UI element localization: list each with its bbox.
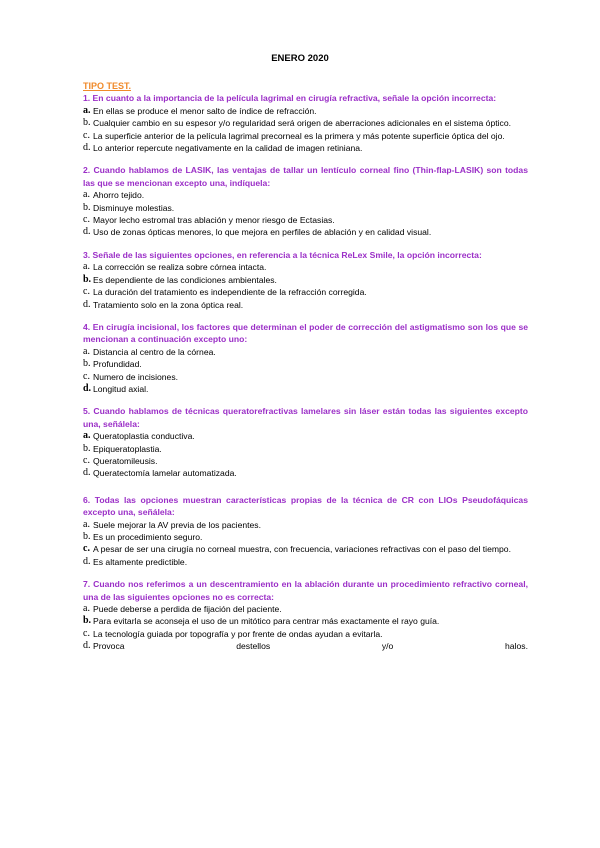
section-label: TIPO TEST. <box>83 81 132 91</box>
option-3b: b. Es dependiente de las condiciones ambientales. <box>83 273 277 285</box>
option-2d: d. Uso de zonas ópticas menores, lo que mejora en perfiles de ablación y en calidad visual. <box>83 226 432 238</box>
option-4d: d. Longitud axial. <box>83 382 149 394</box>
option-5a: a. Queratoplastia conductiva. <box>83 430 195 442</box>
word-destellos: destellos <box>236 641 271 652</box>
exam-content <box>83 80 528 653</box>
page-title: ENERO 2020 <box>271 53 329 64</box>
question-7: 7. Cuando nos referimos a un descentramiento en la ablación durante un procedimiento refractivo corneal, una de las siguientes opciones no es correcta: <box>83 579 528 602</box>
option-6a: a. Suele mejorar la AV previa de los pacientes. <box>83 518 261 530</box>
option-5d: d. Queratectomía lamelar automatizada. <box>83 467 237 479</box>
question-2: 2. Cuando hablamos de LASIK, las ventajas de tallar un lentículo corneal fino (Thin-flap-LASIK) son todas las que se mencionan excepto una, indíquela: <box>83 165 528 188</box>
option-1c: c. La superficie anterior de la película lagrimal precorneal es la primera y más potente superficie óptica del ojo. <box>83 129 505 141</box>
question-3: 3. Señale de las siguientes opciones, en referencia a la técnica ReLex Smile, la opción incorrecta: <box>83 249 482 260</box>
word-halos: halos. <box>505 641 528 652</box>
word-provoca: Provoca <box>93 641 125 652</box>
option-2c: c. Mayor lecho estromal tras ablación y menor riesgo de Ectasias. <box>83 214 335 226</box>
question-5: 5. Cuando hablamos de técnicas queratorefractivas lamelares sin láser están todas las siguientes excepto una, señálela: <box>83 406 528 429</box>
option-2b: b. Disminuye molestias. <box>83 201 175 213</box>
option-3a: a. La corrección se realiza sobre córnea intacta. <box>83 261 267 273</box>
option-7b: b. Para evitarla se aconseja el uso de un mitótico para centrar más exactamente el rayo guía. <box>83 615 440 627</box>
question-4: 4. En cirugía incisional, los factores que determinan el poder de corrección del astigmatismo son los que se mencionan a continuación excepto uno: <box>83 321 528 345</box>
option-7c: c. La tecnología guiada por topografía y por frente de ondas ayudan a evitarla. <box>83 627 383 639</box>
option-7a: a. Puede deberse a perdida de fijación del paciente. <box>83 603 282 615</box>
option-6d: d. Es altamente predictible. <box>83 555 188 567</box>
option-5b: b. Epiqueratoplastia. <box>83 442 162 454</box>
option-2a: a. Ahorro tejido. <box>83 189 145 201</box>
option-1b: b. Cualquier cambio en su espesor y/o regularidad será origen de aberraciones adicionales en el sistema óptico. <box>83 117 511 129</box>
option-6c: c. A pesar de ser una cirugía no corneal muestra, con frecuencia, variaciones refractivas con el paso del tiempo. <box>83 543 511 555</box>
option-4a: a. Distancia al centro de la córnea. <box>83 345 216 357</box>
option-4b: b. Profundidad. <box>83 358 142 370</box>
option-7d: d. Provoca destellos y/o halos. <box>83 640 528 652</box>
option-3c: c. La duración del tratamiento es independiente de la refracción corregida. <box>83 286 367 298</box>
option-3d: d. Tratamiento solo en la zona óptica real. <box>83 298 244 310</box>
option-4c: c. Numero de incisiones. <box>83 370 179 382</box>
option-6b: b. Es un procedimiento seguro. <box>83 531 203 542</box>
question-1: 1. En cuanto a la importancia de la película lagrimal en cirugía refractiva, señale la opción incorrecta: <box>83 93 497 104</box>
option-1d: d. Lo anterior repercute negativamente en la calidad de imagen retiniana. <box>83 142 363 154</box>
option-1a: a. En ellas se produce el menor salto de índice de refracción. <box>83 104 317 116</box>
word-y-o: y/o <box>381 641 394 652</box>
option-5c: c. Queratomileusis. <box>83 454 158 466</box>
question-6: 6. Todas las opciones muestran características propias de la técnica de CR con LIOs Pseudofáquicas excepto una, señálela: <box>83 494 528 518</box>
